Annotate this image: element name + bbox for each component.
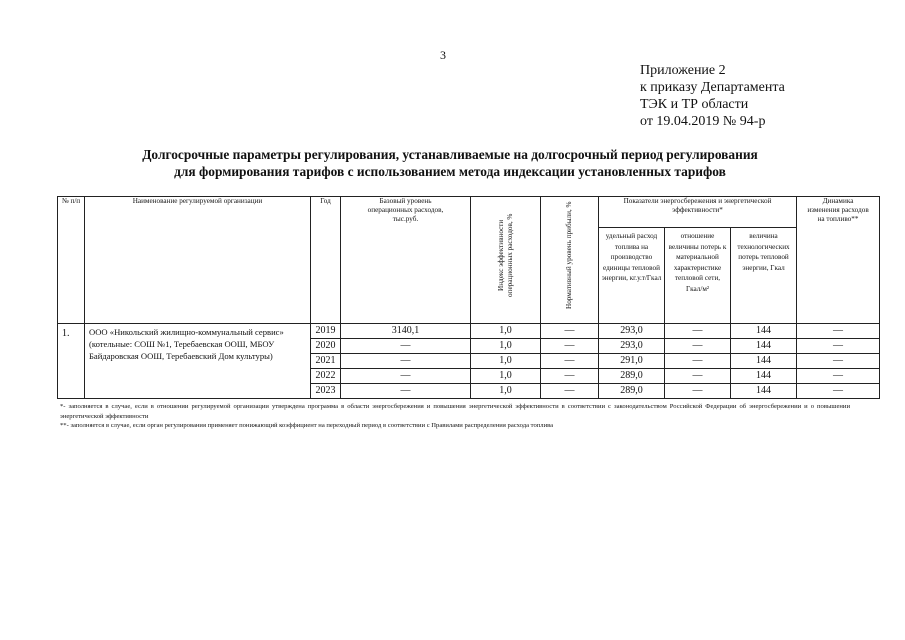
cell-norm-profit: —: [541, 384, 599, 399]
header-efficiency-index: [471, 197, 541, 324]
header-year: Год: [311, 197, 341, 324]
cell-tech-losses: 144: [731, 324, 797, 339]
cell-tech-losses: 144: [731, 384, 797, 399]
appendix-line-2: к приказу Департамента: [640, 80, 785, 95]
page-number: 3: [440, 48, 446, 62]
org-number: 1.: [58, 324, 85, 399]
cell-tech-losses: 144: [731, 339, 797, 354]
cell-base-level: —: [341, 339, 471, 354]
cell-year: 2019: [311, 324, 341, 339]
cell-year: 2021: [311, 354, 341, 369]
document-title: [60, 146, 840, 180]
cell-tech-losses: 144: [731, 369, 797, 384]
header-loss-ratio: отношение величины потерь к материальной характеристике тепловой сети, Гкал/м²: [665, 228, 731, 324]
cell-year: 2023: [311, 384, 341, 399]
footnotes: [60, 402, 850, 431]
cell-loss-ratio: —: [665, 369, 731, 384]
table-row: [58, 324, 880, 339]
appendix-line-1: Приложение 2: [640, 63, 726, 78]
header-energy-group: [599, 197, 797, 228]
cell-loss-ratio: —: [665, 339, 731, 354]
cell-specific-fuel: 291,0: [599, 354, 665, 369]
footnote-2: **- заполняется в случае, если орган регулирования применяет понижающий коэффициент на переходный период в соответствии с Правилами распределения расхода топлива: [60, 422, 554, 429]
header-dynamics-text: Динамика изменения расходов на топливо**: [807, 197, 869, 224]
cell-norm-profit: —: [541, 339, 599, 354]
table-header-row: [58, 197, 880, 228]
cell-dynamics: —: [797, 354, 880, 369]
cell-dynamics: —: [797, 339, 880, 354]
header-energy-group-text: Показатели энергосбережения и энергетической эффективности*: [623, 197, 772, 215]
appendix-line-3: ТЭК и ТР области: [640, 97, 749, 112]
header-norm-profit: [541, 197, 599, 324]
header-specific-fuel: удельный расход топлива на производство единицы тепловой энергии, кг.у.т/Гкал: [599, 228, 665, 324]
cell-year: 2020: [311, 339, 341, 354]
cell-norm-profit: —: [541, 354, 599, 369]
cell-dynamics: —: [797, 384, 880, 399]
cell-base-level: —: [341, 369, 471, 384]
cell-efficiency-index: 1,0: [471, 339, 541, 354]
appendix-line-4: от 19.04.2019 № 94-р: [640, 114, 766, 129]
footnote-1: *- заполняется в случае, если в отношении регулируемой организации утверждена программа в области энергосбережения и повышения энергетической эффективности в соответствии с законодательством Российской Федерации об энергосбережении и о повышении энергетической эффективности: [60, 403, 850, 420]
cell-dynamics: —: [797, 324, 880, 339]
appendix-block: [640, 62, 785, 130]
header-norm-profit-text: Нормативный уровень прибыли, %: [565, 201, 573, 309]
cell-year: 2022: [311, 369, 341, 384]
header-tech-losses: величина технологических потерь тепловой энергии, Гкал: [731, 228, 797, 324]
cell-efficiency-index: 1,0: [471, 384, 541, 399]
header-efficiency-index-text: Индекс эффективности операционных расходов, %: [496, 213, 514, 297]
header-org: [85, 197, 311, 324]
cell-efficiency-index: 1,0: [471, 369, 541, 384]
header-dynamics: [797, 197, 880, 324]
header-base-level-text: Базовый уровень операционных расходов, тыс.руб.: [367, 197, 444, 224]
cell-tech-losses: 144: [731, 354, 797, 369]
cell-base-level: —: [341, 384, 471, 399]
header-org-text: Наименование регулируемой организации: [132, 197, 263, 205]
header-num: № п/п: [58, 197, 85, 324]
cell-loss-ratio: —: [665, 384, 731, 399]
cell-specific-fuel: 293,0: [599, 339, 665, 354]
org-name: ООО «Никольский жилищно-коммунальный сервис» (котельные: СОШ №1, Теребаевская ООШ, МБОУ Байдаровская ООШ, Теребаевский Дом культуры): [85, 324, 311, 399]
title-line-2: для формирования тарифов с использованием метода индексации установленных тарифов: [174, 164, 726, 179]
cell-norm-profit: —: [541, 324, 599, 339]
cell-loss-ratio: —: [665, 354, 731, 369]
cell-specific-fuel: 289,0: [599, 384, 665, 399]
header-base-level: [341, 197, 471, 324]
title-line-1: Долгосрочные параметры регулирования, устанавливаемые на долгосрочный период регулирования: [142, 147, 758, 162]
cell-specific-fuel: 289,0: [599, 369, 665, 384]
cell-loss-ratio: —: [665, 324, 731, 339]
cell-dynamics: —: [797, 369, 880, 384]
cell-efficiency-index: 1,0: [471, 324, 541, 339]
cell-specific-fuel: 293,0: [599, 324, 665, 339]
cell-base-level: 3140,1: [341, 324, 471, 339]
cell-efficiency-index: 1,0: [471, 354, 541, 369]
cell-base-level: —: [341, 354, 471, 369]
cell-norm-profit: —: [541, 369, 599, 384]
parameters-table: [57, 196, 880, 399]
